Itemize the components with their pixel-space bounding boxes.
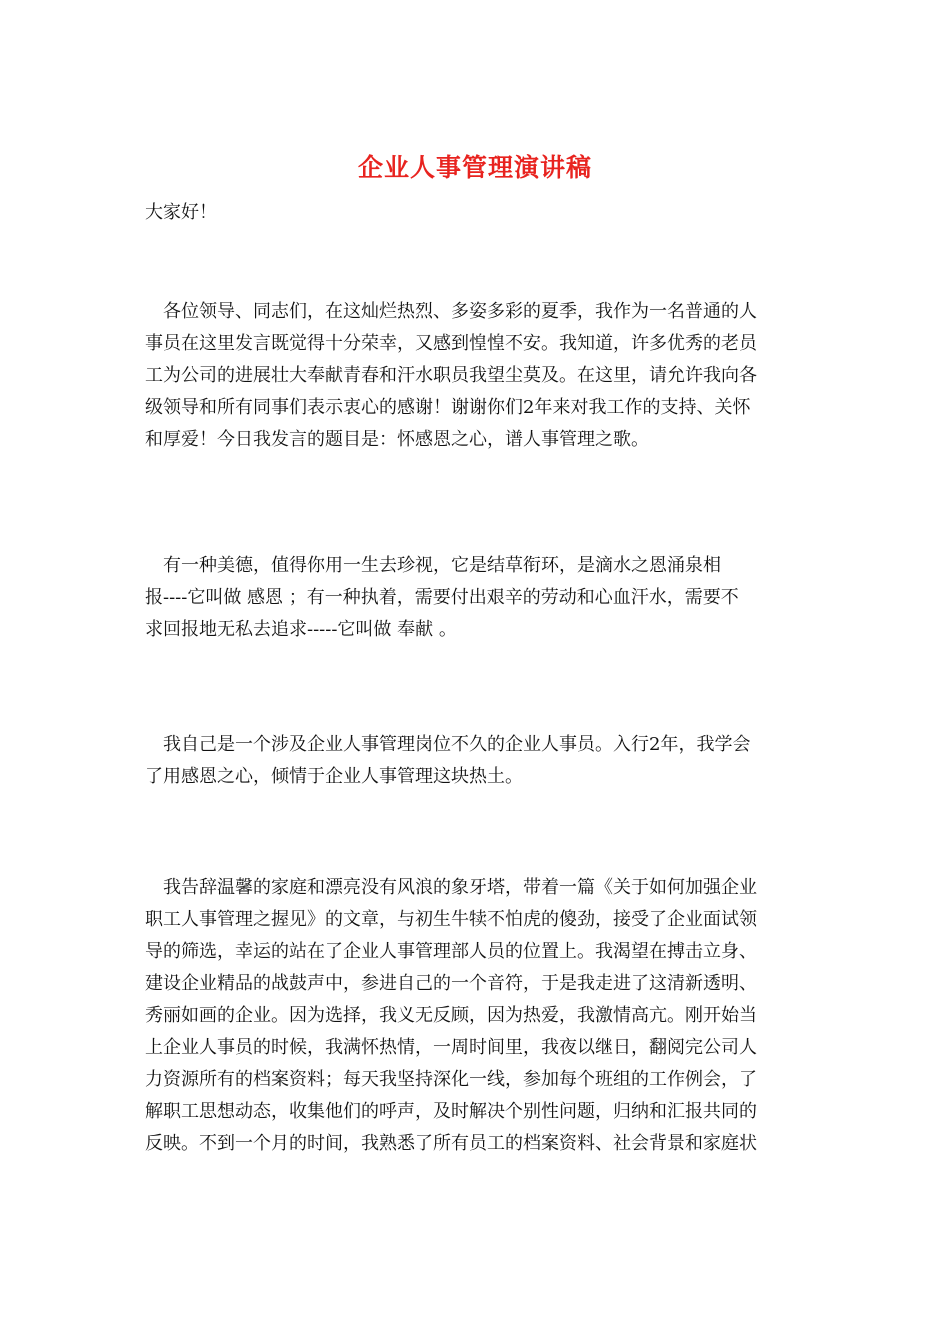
paragraph-4 [145,872,805,1160]
paragraph-line: 我告辞温馨的家庭和漂亮没有风浪的象牙塔，带着一篇《关于如何加强企业 [145,877,757,898]
paragraph-line: 建设企业精品的战鼓声中，参进自己的一个音符，于是我走进了这清新透明、 [145,973,757,994]
paragraph-line: 事员在这里发言既觉得十分荣幸，又感到惶惶不安。我知道，许多优秀的老员 [145,333,757,354]
paragraph-line: 工为公司的进展壮大奉献青春和汗水职员我望尘莫及。在这里，请允许我向各 [145,365,757,386]
paragraph-line: 解职工思想动态，收集他们的呼声，及时解决个别性问题，归纳和汇报共同的 [145,1101,757,1122]
paragraph-2 [145,550,805,646]
paragraph-line: 导的筛选，幸运的站在了企业人事管理部人员的位置上。我渴望在搏击立身、 [145,941,757,962]
paragraph-line: 力资源所有的档案资料；每天我坚持深化一线，参加每个班组的工作例会，了 [145,1069,757,1090]
paragraph-line: 级领导和所有同事们表示衷心的感谢！谢谢你们2年来对我工作的支持、关怀 [145,397,751,418]
paragraph-line: 各位领导、同志们，在这灿烂热烈、多姿多彩的夏季，我作为一名普通的人 [145,301,757,322]
greeting-text: 大家好！ [145,202,217,223]
paragraph-line: 我自己是一个涉及企业人事管理岗位不久的企业人事员。入行2年，我学会 [145,734,751,755]
document-title: 企业人事管理演讲稿 [357,153,592,182]
paragraph-line: 反映。不到一个月的时间，我熟悉了所有员工的档案资料、社会背景和家庭状 [145,1133,757,1154]
paragraph-line: 报----它叫做 感恩 ；有一种执着，需要付出艰辛的劳动和心血汗水，需要不 [145,587,739,608]
paragraph-line: 求回报地无私去追求-----它叫做 奉献 。 [145,619,457,640]
paragraph-3 [145,729,805,793]
paragraph-1 [145,296,805,456]
paragraph-line: 职工人事管理之握见》的文章，与初生牛犊不怕虎的傻劲，接受了企业面试领 [145,909,757,930]
paragraph-line: 有一种美德，值得你用一生去珍视，它是结草衔环，是滴水之恩涌泉相 [145,555,721,576]
paragraph-line: 秀丽如画的企业。因为选择，我义无反顾，因为热爱，我激情高亢。刚开始当 [145,1005,757,1026]
paragraph-line: 上企业人事员的时候，我满怀热情，一周时间里，我夜以继日，翻阅完公司人 [145,1037,757,1058]
paragraph-line: 了用感恩之心，倾情于企业人事管理这块热土。 [145,766,523,787]
paragraph-line: 和厚爱！今日我发言的题目是：怀感恩之心，谱人事管理之歌。 [145,429,649,450]
